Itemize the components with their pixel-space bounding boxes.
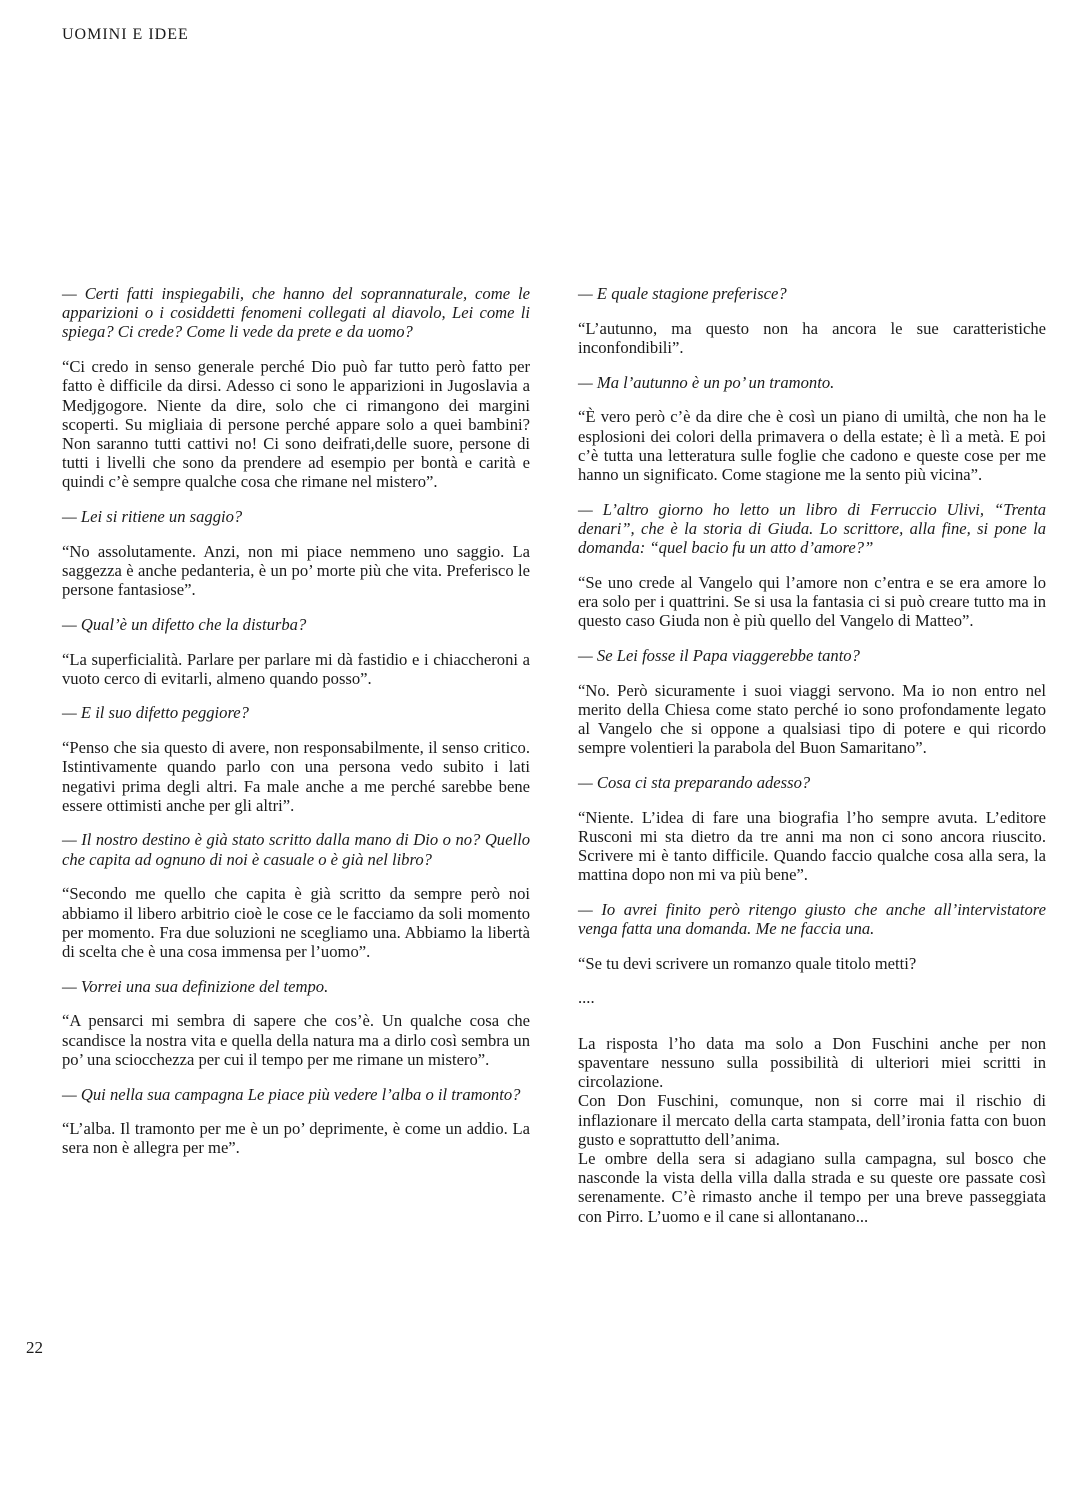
interview-question: — Certi fatti inspiegabili, che hanno del soprannaturale, come le apparizioni o i cosiddetti fenomeni collegati al diavolo, Lei come li spiega? Ci crede? Come li vede da prete e da uomo? [62, 284, 530, 342]
interview-answer: “Ci credo in senso generale perché Dio può far tutto però fatto per fatto è difficile da dirsi. Adesso ci sono le apparizioni in Jugoslavia a Medjgogore. Niente da dire, solo che ci rimangono dei margini scoperti. Su migliaia di persone perché appare solo a quei bambini? Non saranno tutti cattivi no! Ci sono deifrati,delle suore, persone di tutti i livelli che sono da prendere ad esempio per bontà e carità e quindi c’è sempre qualche cosa che rimane nel mistero”. [62, 357, 530, 492]
section-header: UOMINI E IDEE [62, 26, 189, 43]
interview-question: — Io avrei finito però ritengo giusto che anche all’intervistatore venga fatta una domanda. Me ne faccia una. [578, 899, 1046, 939]
closing-paragraph: Le ombre della sera si adagiano sulla campagna, sul bosco che nasconde la vista della villa dalla strada e su queste ore passate così serenamente. C’è rimasto anche il tempo per una breve passeggiata con Pirro. L’uomo e il cane si allontanano... [578, 1148, 1046, 1226]
interview-question: — Se Lei fosse il Papa viaggerebbe tanto? [578, 645, 860, 665]
interview-answer: “La superficialità. Parlare per parlare mi dà fastidio e i chiaccheroni a vuoto cerco di evitarli, almeno quando posso”. [62, 649, 530, 688]
interview-answer: “No. Però sicuramente i suoi viaggi servono. Ma io non entro nel merito della Chiesa come stato perché io sono profondamente legato al Vangelo che si oppone a qualsiasi tipo di potere e qui ricordo sempre volentieri la parabola del Buon Samaritano”. [578, 680, 1046, 758]
interview-answer: “È vero però c’è da dire che è così un piano di umiltà, che non ha le esplosioni dei colori della primavera o della estate; è lì a metà. E poi c’è tutta una letteratura sulle foglie che cadono e queste cose per me hanno un significato. Come stagione me la sento più vicina”. [578, 407, 1046, 484]
page-number: 22 [26, 1338, 43, 1357]
interview-question: — Ma l’autunno è un po’ un tramonto. [578, 372, 835, 392]
interview-answer: “Niente. L’idea di fare una biografia l’ho sempre avuta. L’editore Rusconi mi sta dietro da tre anni ma non ci sono ancora riuscito. Scrivere mi è tanto difficile. Quando faccio qualche cosa alla sera, la mattina dopo non mi va più bene”. [578, 807, 1046, 885]
interview-question: — Qui nella sua campagna Le piace più vedere l’alba o il tramonto? [62, 1084, 521, 1104]
interview-answer: “Se uno crede al Vangelo qui l’amore non c’entra e se era amore lo era solo per i quattrini. Se si usa la fantasia ci si può creare tutto ma in questo caso Giuda non è più quello del Vangelo di Matteo”. [578, 572, 1046, 631]
interview-answer: “No assolutamente. Anzi, non mi piace nemmeno uno saggio. La saggezza è anche pedanteria, è un po’ morte più che vita. Preferisco le persone fantasiose”. [62, 541, 530, 600]
interview-answer: “Secondo me quello che capita è già scritto da sempre però noi abbiamo il libero arbitrio cioè le cose ce le facciamo da soli momento per momento. Fra due soluzioni ne scegliamo una. Abbiamo la libertà di scelta che è una cosa immensa per l’uomo”. [62, 884, 530, 961]
interview-question: — Cosa ci sta preparando adesso? [578, 772, 811, 792]
interview-answer: “L’alba. Il tramonto per me è un po’ deprimente, è come un addio. La sera non è allegra per me”. [62, 1119, 530, 1158]
right-column [578, 284, 1046, 1241]
interview-answer: “Penso che sia questo di avere, non responsabilmente, il senso critico. Istintivamente quando parlo con una persona vedo subito i lati negativi prima degli altri. Fa male anche a me perché sarebbe bene essere ottimisti anche per gli altri”. [62, 738, 530, 815]
ellipsis-separator: .... [578, 988, 595, 1008]
interview-question: — E quale stagione preferisce? [578, 284, 787, 303]
interview-answer: “L’autunno, ma questo non ha ancora le sue caratteristiche inconfondibili”. [578, 318, 1046, 357]
interview-question: — Vorrei una sua definizione del tempo. [62, 976, 329, 996]
interview-question: — E il suo difetto peggiore? [62, 703, 249, 723]
closing-paragraph: Con Don Fuschini, comunque, non si corre mai il rischio di inflazionare il mercato della carta stampata, dell’ironia fatta con buon gusto e soprattutto dell’anima. [578, 1091, 1046, 1149]
interview-question: — Il nostro destino è già stato scritto dalla mano di Dio o no? Quello che capita ad ognuno di noi è casuale o è già nel libro? [62, 830, 530, 869]
interview-answer: “Se tu devi scrivere un romanzo quale titolo metti? [578, 953, 917, 973]
left-column [62, 284, 530, 1173]
interview-answer: “A pensarci mi sembra di sapere che cos’è. Un qualche cosa che scandisce la nostra vita e quella della natura ma a dirlo così sembra un po’ una sciocchezza per cui il tempo per me rimane un mistero”. [62, 1011, 530, 1069]
interview-question: — Lei si ritiene un saggio? [62, 507, 243, 527]
interview-question: — Qual’è un difetto che la disturba? [62, 614, 307, 634]
closing-paragraph: La risposta l’ho data ma solo a Don Fuschini anche per non spaventare nessuno sulla possibilità di ulteriori miei scritti in circolazione. [578, 1033, 1046, 1092]
interview-question: — L’altro giorno ho letto un libro di Ferruccio Ulivi, “Trenta denari”, che è la storia di Giuda. Lo scrittore, alla fine, si pone la domanda: “quel bacio fu un atto d’amore?” [578, 499, 1046, 558]
